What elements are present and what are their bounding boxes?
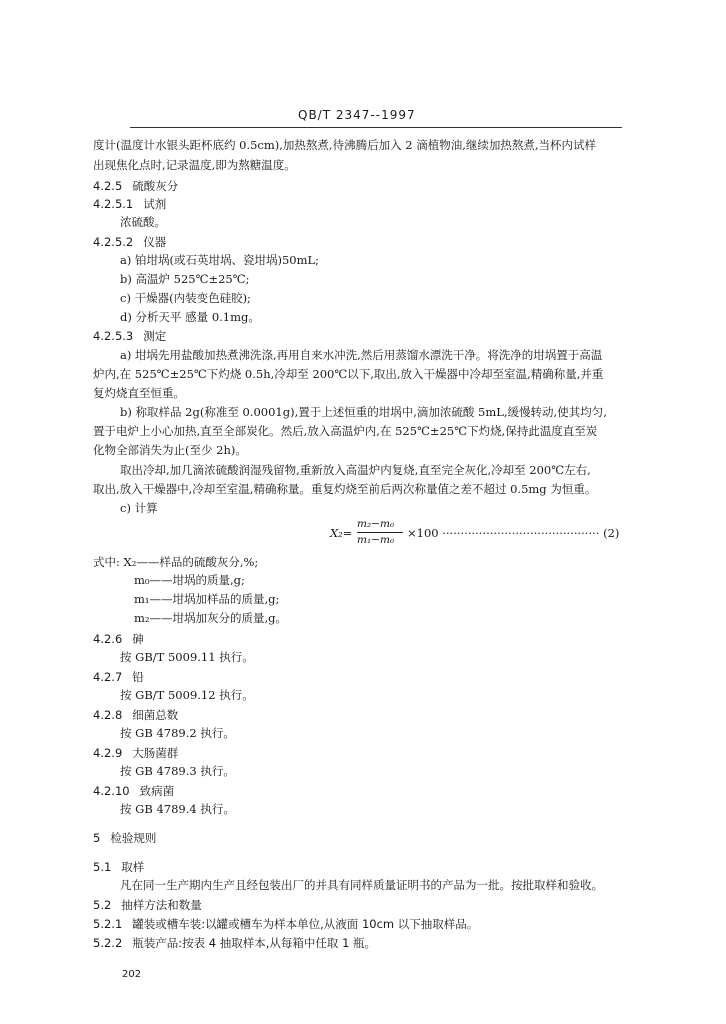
paragraph-line: b) 称取样品 2g(称准至 0.0001g),置于上述恒重的坩埚中,滴加浓硫酸 5mL,缓慢转动,使其均匀, <box>120 405 607 419</box>
section-5-2-1 <box>93 917 478 931</box>
section-number: 4.2.5.2 <box>93 235 134 249</box>
paragraph-line: 取出,放入干燥器中,冷却至室温,精确称量。重复灼烧至前后两次称量值之差不超过 0.5mg 为恒重。 <box>93 482 597 496</box>
section-number: 4.2.7 <box>93 670 123 684</box>
paragraph-line: c) 计算 <box>120 501 158 515</box>
section-title: 细菌总数 <box>132 708 179 722</box>
section-title: 仪器 <box>143 235 167 249</box>
page-number: 202 <box>122 969 142 980</box>
formula-rhs: ×100 ··········································· (2) <box>407 526 620 540</box>
paragraph-line: 按 GB/T 5009.12 执行。 <box>120 688 254 702</box>
paragraph-line: 炉内,在 525℃±25℃下灼烧 0.5h,冷却至 200℃以下,取出,放入干燥器中冷却至室温,精确称量,并重 <box>93 367 604 381</box>
section-number: 4.2.9 <box>93 746 123 760</box>
section-title: 取样 <box>121 860 145 874</box>
section-text: 瓶装产品:按表 4 抽取样本,从每箱中任取 1 瓶。 <box>132 936 377 950</box>
paragraph-line: 置于电炉上小心加热,直至全部炭化。然后,放入高温炉内,在 525℃±25℃下灼烧,保持此温度直至炭 <box>93 424 598 438</box>
section-number: 5.2.1 <box>93 917 123 931</box>
section-title: 硫酸灰分 <box>132 179 179 193</box>
section-4-2-5-3 <box>93 329 166 343</box>
section-title: 大肠菌群 <box>132 746 179 760</box>
section-number: 5 <box>93 831 101 845</box>
section-4-2-10 <box>93 784 174 798</box>
paragraph-line: 复灼烧直至恒重。 <box>93 386 185 400</box>
paragraph-line: 浓硫酸。 <box>120 215 166 229</box>
section-number: 4.2.8 <box>93 708 123 722</box>
section-4-2-5-2 <box>93 235 166 249</box>
formula-legend: m₀——坩埚的质量,g; <box>134 573 245 587</box>
standard-code-header: QB/T 2347--1997 <box>298 108 416 122</box>
section-5-1 <box>93 860 144 874</box>
paragraph-line: 按 GB 4789.3 执行。 <box>120 764 235 778</box>
paragraph-line: 取出冷却,加几滴浓硫酸润湿残留物,重新放入高温炉内复烧,直至完全灰化,冷却至 200℃左右, <box>120 463 591 477</box>
section-title: 抽样方法和数量 <box>121 898 202 912</box>
section-4-2-7 <box>93 670 144 684</box>
section-number: 5.2 <box>93 898 112 912</box>
section-number: 4.2.5.1 <box>93 197 134 211</box>
section-number: 5.1 <box>93 860 112 874</box>
section-text: 罐装或槽车装:以罐或槽车为样本单位,从液面 10cm 以下抽取样品。 <box>132 917 479 931</box>
paragraph-line: 按 GB 4789.4 执行。 <box>120 802 235 816</box>
paragraph-line: 出现焦化点时,记录温度,即为熬糖温度。 <box>93 158 296 172</box>
header-rule <box>130 127 622 128</box>
fraction-bar <box>357 532 403 533</box>
section-number: 4.2.5 <box>93 179 123 193</box>
section-5-2 <box>93 898 202 912</box>
section-title: 试剂 <box>143 197 167 211</box>
section-4-2-8 <box>93 708 178 722</box>
section-5-2-2 <box>93 936 376 950</box>
section-4-2-6 <box>93 632 144 646</box>
formula-numerator: m₂−m₀ <box>357 518 395 530</box>
paragraph-line: 按 GB 4789.2 执行。 <box>120 726 235 740</box>
section-4-2-5-1 <box>93 197 166 211</box>
section-5 <box>93 831 156 845</box>
paragraph-line: 凡在同一生产期内生产且经包装出厂的并具有同样质量证明书的产品为一批。按批取样和验收。 <box>120 878 603 892</box>
formula-legend: m₁——坩埚加样品的质量,g; <box>134 592 280 606</box>
paragraph-line: 度计(温度计水银头距杯底约 0.5cm),加热熬煮,待沸腾后加入 2 滴植物油,继续加热熬煮,当杯内试样 <box>93 138 597 152</box>
list-item: a) 铂坩埚(或石英坩埚、瓷坩埚)50mL; <box>120 253 320 267</box>
section-title: 铅 <box>132 670 144 684</box>
list-item: d) 分析天平 感量 0.1mg。 <box>120 310 260 324</box>
section-number: 4.2.10 <box>93 784 130 798</box>
section-number: 5.2.2 <box>93 936 123 950</box>
list-item: c) 干燥器(内装变色硅胶); <box>120 291 251 305</box>
formula-lhs: X₂= <box>330 526 353 540</box>
section-title: 砷 <box>132 632 144 646</box>
section-title: 致病菌 <box>139 784 175 798</box>
section-number: 4.2.5.3 <box>93 329 134 343</box>
formula-denominator: m₁−m₀ <box>357 534 395 546</box>
list-item: b) 高温炉 525℃±25℃; <box>120 272 250 286</box>
formula-fraction <box>357 518 405 550</box>
paragraph-line: a) 坩埚先用盐酸加热煮沸洗涤,再用自来水冲洗,然后用蒸馏水漂洗干净。将洗净的坩埚置于高温 <box>120 348 603 362</box>
section-4-2-9 <box>93 746 178 760</box>
section-4-2-5 <box>93 179 178 193</box>
paragraph-line: 按 GB/T 5009.11 执行。 <box>120 650 254 664</box>
section-title: 检验规则 <box>110 831 157 845</box>
section-number: 4.2.6 <box>93 632 123 646</box>
formula-legend: 式中: X₂——样品的硫酸灰分,%; <box>93 555 259 569</box>
formula-legend: m₂——坩埚加灰分的质量,g。 <box>134 611 288 625</box>
paragraph-line: 化物全部消失为止(至少 2h)。 <box>93 443 247 457</box>
section-title: 测定 <box>143 329 167 343</box>
